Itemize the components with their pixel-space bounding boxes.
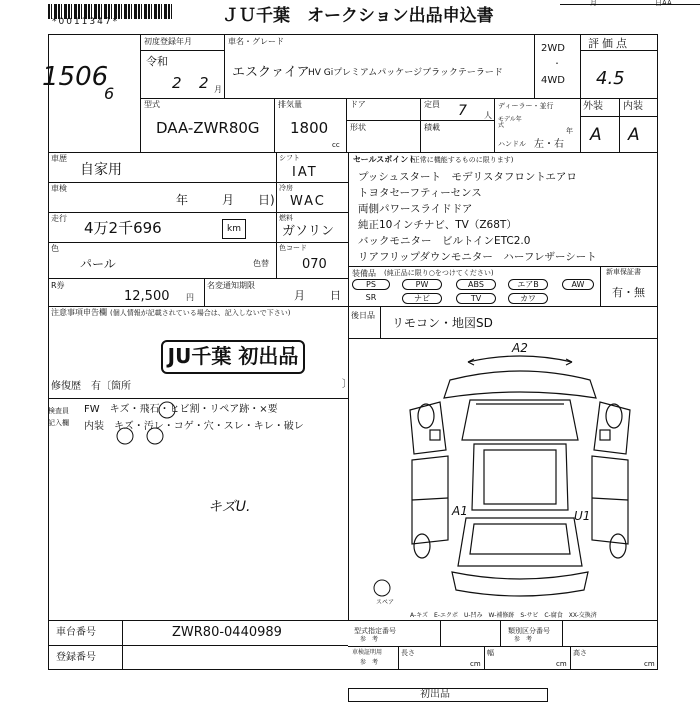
damage-mark-a2: A2	[512, 341, 528, 355]
color-value: パール	[80, 257, 116, 271]
fuel-value: ガソリン	[282, 224, 335, 239]
length-unit: cm	[470, 660, 481, 668]
mileage-value: 4万2千696	[84, 219, 162, 237]
displacement-value: 1800	[290, 119, 329, 137]
type-designation-label: 型式指定番号	[354, 627, 396, 635]
inspection-label: 車検	[51, 184, 67, 193]
model-year-unit: 年	[566, 127, 573, 135]
drive-2wd: 2WD	[541, 43, 565, 54]
date-day-label: 日AA	[655, 0, 672, 7]
doors-label: ドア	[350, 100, 366, 109]
equipment-label: 装備品	[352, 269, 376, 278]
car-grade: HV Giプレミアムパッケージブラックテーラード	[308, 68, 503, 78]
capacity-label: 定員	[424, 100, 440, 109]
mileage-label: 走行	[51, 214, 67, 223]
length-label: 長さ	[401, 649, 415, 657]
spare-label: スペア	[376, 599, 395, 606]
aftermarket-value: リモコン・地図SD	[392, 316, 493, 330]
recycle-unit: 円	[186, 293, 194, 302]
history-value: 自家用	[80, 162, 122, 178]
warranty-value: 有・無	[612, 286, 645, 299]
form-title: ＪＵ千葉 オークション出品申込書	[222, 6, 494, 26]
registration-month: 2	[199, 74, 209, 92]
inspector-label-2: 記入欄	[48, 419, 69, 427]
color-code-label: 色コード	[279, 244, 307, 252]
first-registration-label: 初度登録年月	[144, 37, 192, 46]
notice-deadline-label: 名変通知期限	[207, 281, 255, 290]
inspection-year-unit: 年	[176, 193, 189, 207]
selling-points-label: セールスポイント	[353, 155, 417, 164]
certificate-label: 車検証明用	[352, 649, 383, 656]
displacement-label: 排気量	[278, 100, 302, 109]
aftermarket-label: 後日品	[351, 311, 375, 320]
recycle-label: R券	[51, 281, 65, 290]
lot-suffix: 6	[104, 84, 115, 103]
equipment-item: カワ	[508, 293, 548, 304]
notice-month-unit: 月	[294, 289, 305, 302]
class-number-label: 類別区分番号	[508, 627, 550, 635]
aircon-label: 冷房	[279, 184, 293, 192]
selling-point-line: 純正10インチナビ、TV（Z68T）	[358, 219, 517, 231]
selling-point-line: トヨタセーフティーセンス	[358, 187, 482, 199]
selling-point-line: 両側パワースライドドア	[358, 203, 473, 215]
registration-number-label: 登録番号	[56, 652, 96, 663]
selling-point-line: バックモニター ビルトインETC2.0	[358, 235, 531, 247]
damage-legend: A-キズ E-エクボ U-凹み W-補修跡 S-サビ C-腐食 XX-交換済	[410, 612, 597, 619]
width-label: 幅	[487, 649, 494, 657]
selling-points-note: (正常に機能するものに限ります)	[410, 156, 514, 164]
interior-label: 内装	[623, 101, 643, 112]
drive-dot: ・	[553, 59, 561, 68]
height-label: 高さ	[573, 649, 587, 657]
exterior-score: A	[590, 125, 602, 145]
date-month-label: 月	[590, 0, 597, 7]
model-label: 型式	[144, 100, 160, 109]
inspector-row-1: FW キズ・飛石・ヒビ割・リペア跡・×要	[84, 404, 278, 415]
equipment-item: ナビ	[402, 293, 442, 304]
score-value: 4.5	[596, 68, 625, 89]
equipment-item: ABS	[456, 279, 496, 290]
chassis-number: ZWR80-0440989	[172, 625, 282, 640]
mileage-unit: km	[227, 224, 241, 234]
fuel-label: 燃料	[279, 214, 293, 222]
dealer-label: ディーラー・並行	[498, 102, 554, 110]
damage-mark-a1: A1	[452, 504, 468, 518]
class-number-ref: 参 考	[514, 636, 533, 643]
equipment-item: PS	[352, 279, 390, 290]
lot-number: 1506	[42, 62, 109, 92]
equipment-item: SR	[365, 293, 377, 302]
exterior-label: 外装	[583, 101, 603, 112]
certificate-ref: 参 考	[360, 659, 379, 666]
barcode-text: *0011347*	[52, 17, 120, 27]
displacement-unit: cc	[332, 141, 340, 149]
handle-label: ハンドル	[498, 140, 526, 148]
notice-day-unit: 日	[330, 289, 341, 302]
repair-close: 〕	[342, 379, 352, 390]
type-designation-ref: 参 考	[360, 636, 379, 643]
width-unit: cm	[556, 660, 567, 668]
equipment-item: AW	[562, 279, 594, 290]
inspector-marks	[110, 396, 190, 446]
color-code-value: 070	[302, 257, 327, 272]
aircon-value: WAC	[290, 194, 326, 209]
inspection-month-unit: 月	[222, 193, 235, 207]
load-label: 積載	[424, 123, 440, 132]
color-label: 色	[51, 244, 59, 253]
interior-score: A	[628, 125, 640, 145]
notes-label: 注意事項申告欄	[51, 308, 107, 317]
repair-history-label: 修復歴 有〔箇所	[51, 381, 131, 392]
damage-mark-u1: U1	[574, 509, 591, 523]
car-name-label: 車名・グレード	[228, 37, 284, 46]
selling-point-line: プッシュスタート モデリスタフロントエアロ	[358, 171, 577, 183]
era-label: 令和	[146, 55, 168, 68]
capacity-unit: 人	[484, 111, 492, 120]
shift-label: シフト	[279, 154, 300, 162]
notes-note: (個人情報が記載されている場合は、記入しないで下さい)	[110, 309, 291, 317]
warranty-label: 新車保証書	[606, 268, 641, 276]
height-unit: cm	[644, 660, 655, 668]
model-year-label: モデル年式	[498, 116, 522, 129]
equipment-item: TV	[456, 293, 496, 304]
model-value: DAA-ZWR80G	[156, 119, 260, 137]
selling-point-line: リアフリップダウンモニター ハーフレザーシート	[358, 251, 597, 263]
color-change-label: 色替	[253, 259, 269, 268]
recycle-value: 12,500	[124, 289, 170, 304]
inspector-handwritten: キズU.	[208, 499, 251, 515]
equipment-item: エアB	[508, 279, 548, 290]
handle-value: 左・右	[534, 139, 564, 150]
drive-4wd: 4WD	[541, 75, 565, 86]
capacity-value: 7	[458, 103, 467, 119]
score-label: 評価点	[588, 37, 630, 50]
inspector-row-2: 内装 キズ・汚レ・コゲ・穴・スレ・キレ・破レ	[84, 421, 304, 432]
history-label: 車歴	[51, 154, 67, 163]
bottom-strip-text: 初出品	[420, 689, 450, 700]
spare-tire-icon	[372, 578, 392, 598]
car-damage-diagram	[400, 340, 640, 620]
inspector-label-1: 検査員	[48, 407, 69, 415]
registration-year: 2	[172, 74, 182, 92]
equipment-note: (純正品に限り○をつけてください)	[384, 269, 494, 277]
equipment-item: PW	[402, 279, 442, 290]
shift-value: IAT	[292, 165, 318, 180]
car-name: エスクァイア	[232, 65, 310, 80]
inspection-day-unit: 日)	[258, 193, 275, 207]
month-unit: 月	[214, 85, 222, 94]
shape-label: 形状	[350, 123, 366, 132]
chassis-label: 車台番号	[56, 627, 96, 638]
auction-stamp: JU千葉 初出品	[161, 340, 305, 374]
